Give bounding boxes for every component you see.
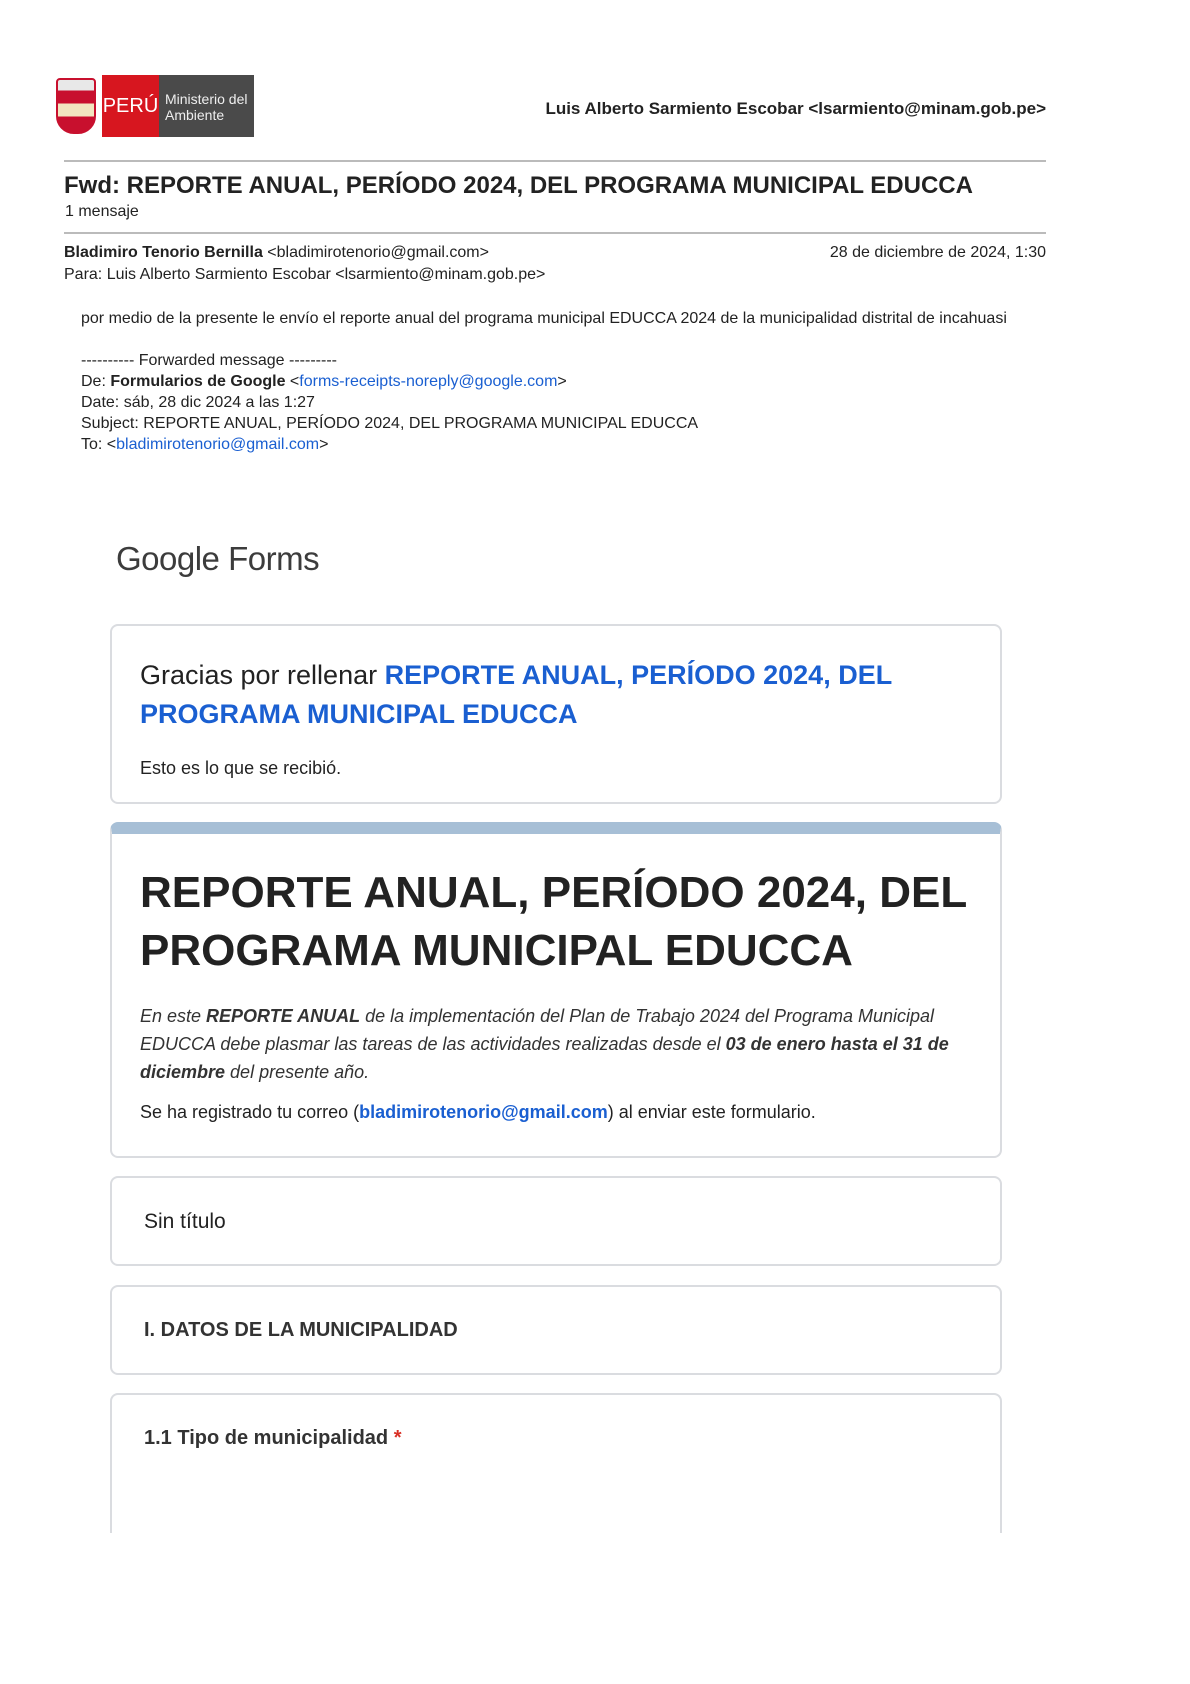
forward-from: De: Formularios de Google <forms-receipts-noreply@google.com> <box>81 373 567 390</box>
form-header-card <box>110 822 1002 1158</box>
message-date: 28 de diciembre de 2024, 1:30 <box>829 244 1046 261</box>
form-title: REPORTE ANUAL, PERÍODO 2024, DEL PROGRAMA MUNICIPAL EDUCCA <box>140 868 967 975</box>
section-datos: I. DATOS DE LA MUNICIPALIDAD <box>110 1285 1002 1375</box>
received-text: Esto es lo que se recibió. <box>140 758 342 778</box>
question-card <box>110 1393 1002 1533</box>
thanks-heading <box>140 656 972 734</box>
divider <box>64 160 1046 162</box>
thanks-card <box>110 624 1002 804</box>
sender-name: Bladimiro Tenorio Bernilla <box>64 244 263 261</box>
email-registered: Se ha registrado tu correo (bladimirotenorio@gmail.com) al enviar este formulario. <box>140 1102 816 1122</box>
account-user: Luis Alberto Sarmiento Escobar <lsarmiento@minam.gob.pe> <box>545 99 1046 118</box>
from-email-link[interactable]: forms-receipts-noreply@google.com <box>299 373 558 390</box>
form-link[interactable]: REPORTE ANUAL, PERÍODO 2024, DEL PROGRAMA MUNICIPAL EDUCCA <box>140 660 892 729</box>
question-label: 1.1 Tipo de municipalidad <box>144 1427 389 1449</box>
message-body <box>81 308 1041 455</box>
thanks-prefix: Gracias por rellenar <box>140 660 385 690</box>
recipient: Para: Luis Alberto Sarmiento Escobar <lsarmiento@minam.gob.pe> <box>64 266 546 283</box>
body-text: por medio de la presente le envío el reporte anual del programa municipal EDUCCA 2024 de la municipalidad distrital de incahuasi <box>81 310 1007 327</box>
forward-header: ---------- Forwarded message --------- <box>81 352 337 369</box>
email-subject: Fwd: REPORTE ANUAL, PERÍODO 2024, DEL PROGRAMA MUNICIPAL EDUCCA <box>64 172 973 199</box>
divider <box>64 232 1046 234</box>
sender <box>64 244 489 262</box>
forward-subject: Subject: REPORTE ANUAL, PERÍODO 2024, DEL PROGRAMA MUNICIPAL EDUCCA <box>81 415 699 432</box>
coat-of-arms-icon <box>56 78 96 134</box>
section-untitled: Sin título <box>110 1176 1002 1266</box>
forward-to: To: <bladimirotenorio@gmail.com> <box>81 436 329 453</box>
registered-email: bladimirotenorio@gmail.com <box>359 1102 608 1122</box>
google-forms-logo: Google Forms <box>116 540 320 577</box>
forward-date: Date: sáb, 28 dic 2024 a las 1:27 <box>81 394 315 411</box>
to-email-link[interactable]: bladimirotenorio@gmail.com <box>116 436 320 453</box>
logo-ministry: Ministerio del Ambiente <box>159 75 254 137</box>
from-name: Formularios de Google <box>110 373 286 390</box>
sender-email: <bladimirotenorio@gmail.com> <box>262 244 489 261</box>
from-label: De: <box>81 373 111 390</box>
logo-peru: PERÚ <box>102 75 159 137</box>
form-description: En este REPORTE ANUAL de la implementación del Plan de Trabajo 2024 del Programa Municipal EDUCCA debe plasmar las tareas de las actividades realizadas desde el 03 de enero hasta el 31 de diciembre del presente año. <box>140 1006 949 1082</box>
ministry-logo <box>56 75 254 137</box>
message-count: 1 mensaje <box>65 203 139 220</box>
to-label: To: <box>81 436 107 453</box>
required-marker: * <box>393 1427 402 1449</box>
